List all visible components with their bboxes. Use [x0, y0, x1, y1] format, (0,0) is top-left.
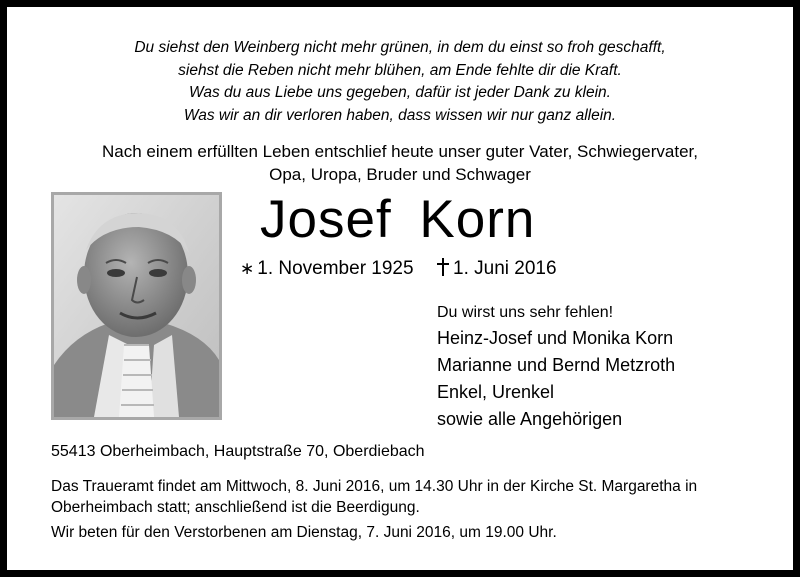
mourner-name: Enkel, Urenkel — [437, 382, 555, 402]
poem-line: Du siehst den Weinberg nicht mehr grünen, in dem du einst so froh geschafft, — [134, 39, 666, 56]
poem-line: Was wir an dir verloren haben, dass wissen wir nur ganz allein. — [183, 106, 617, 124]
poem-line: siehst die Reben nicht mehr blühen, am Ende fehlte dir die Kraft. — [178, 61, 622, 79]
death-cross-icon — [437, 258, 449, 276]
prayer-info: Wir beten für den Verstorbenen am Dienstag, 7. Juni 2016, um 19.00 Uhr. — [51, 524, 557, 541]
address: 55413 Oberheimbach, Hauptstraße 70, Oberdiebach — [51, 443, 425, 460]
intro-line: Nach einem erfüllten Leben entschlief heute unser guter Vater, Schwiegervater, — [102, 142, 698, 161]
funeral-service-info — [51, 476, 751, 518]
mourner-name: Marianne und Bernd Metzroth — [437, 355, 676, 375]
service-line: Oberheimbach statt; anschließend ist die Beerdigung. — [51, 499, 420, 516]
memorial-poem — [7, 37, 793, 127]
farewell-message: Du wirst uns sehr fehlen! — [437, 304, 614, 321]
intro-line: Opa, Uropa, Bruder und Schwager — [269, 165, 531, 184]
deceased-name: Josef Korn — [260, 190, 536, 249]
mourner-name: Heinz-Josef und Monika Korn — [437, 328, 674, 348]
mourner-name: sowie alle Angehörigen — [437, 409, 623, 429]
portrait-image — [54, 195, 219, 417]
birth-date-line — [240, 257, 414, 281]
mourners-list — [437, 300, 675, 433]
birth-date: 1. November 1925 — [257, 258, 414, 279]
birth-star-icon: ∗ — [240, 259, 255, 278]
portrait-photo — [51, 192, 222, 420]
service-line: Das Traueramt findet am Mittwoch, 8. Juni 2016, um 14.30 Uhr in der Kirche St. Margaretha in — [51, 478, 698, 495]
death-date: 1. Juni 2016 — [453, 258, 557, 279]
poem-line: Was du aus Liebe uns gegeben, dafür ist jeder Dank zu klein. — [189, 84, 611, 101]
death-date-line — [437, 257, 557, 281]
intro-text — [7, 140, 793, 186]
